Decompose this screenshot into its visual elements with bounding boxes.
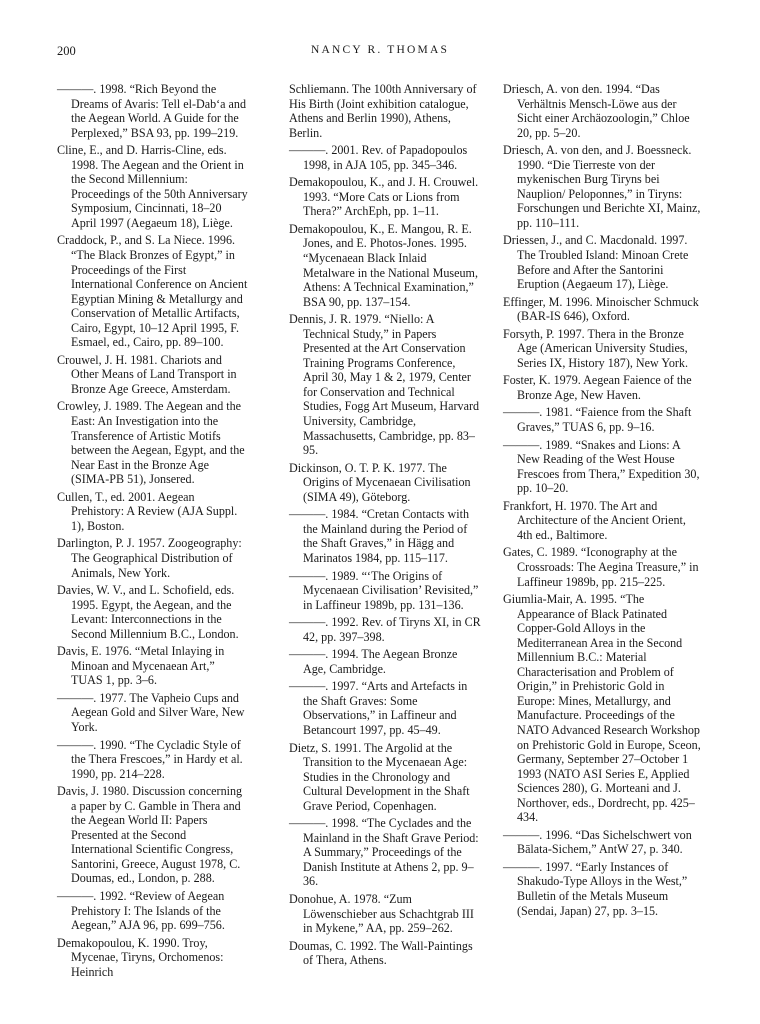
bibliography-entry: Davis, J. 1980. Discussion concerning a paper by C. Gamble in Thera and the Aegean World II: Papers Presented at the Second International Scientific Congress, Santorini, Greece, August 1978, C. Doumas, ed., London, p. 288.: [57, 784, 243, 886]
bibliography-column-3: [503, 82, 703, 921]
bibliography-entry: ———. 1990. “The Cycladic Style of the Thera Frescoes,” in Hardy et al. 1990, pp. 214–228.: [57, 737, 243, 781]
bibliography-entry: Driesch, A. von den. 1994. “Das Verhältnis Mensch-Löwe aus der Sicht einer Archäozoologin,” Chloe 20, pp. 5–20.: [503, 82, 690, 140]
bibliography-entry: Crowley, J. 1989. The Aegean and the East: An Investigation into the Transference of Artistic Motifs between the Aegean, Egypt, and the Near East in the Bronze Age (SIMA-PB 51), Jonsered.: [57, 399, 245, 487]
bibliography-entry: Dietz, S. 1991. The Argolid at the Transition to the Mycenaean Age: Studies in the Chronology and Cultural Development in the Shaft Grave Period, Copenhagen.: [289, 740, 470, 813]
bibliography-entry: Davies, W. V., and L. Schofield, eds. 1995. Egypt, the Aegean, and the Levant: Interconnections in the Second Millennium B.C., London.: [57, 583, 239, 641]
bibliography-entry: ———. 1992. Rev. of Tiryns XI, in CR 42, pp. 397–398.: [289, 615, 481, 644]
bibliography-entry: Effinger, M. 1996. Minoischer Schmuck (BAR-IS 646), Oxford.: [503, 294, 699, 324]
bibliography-entry: Frankfort, H. 1970. The Art and Architecture of the Ancient Orient, 4th ed., Baltimore.: [503, 498, 686, 542]
bibliography-column-1: [57, 82, 249, 982]
bibliography-entry: ———. 1992. “Review of Aegean Prehistory I: The Islands of the Aegean,” AJA 96, pp. 699–756.: [57, 888, 225, 933]
bibliography-entry: Dickinson, O. T. P. K. 1977. The Origins of Mycenaean Civilisation (SIMA 49), Göteborg.: [289, 460, 471, 504]
bibliography-entry: Davis, E. 1976. “Metal Inlaying in Minoan and Mycenaean Art,” TUAS 1, pp. 3–6.: [57, 644, 225, 688]
bibliography-entry: Demakopoulou, K., E. Mangou, R. E. Jones, and E. Photos-Jones. 1995. “Mycenaean Black Inlaid Metalware in the National Museum, Athens: A Technical Examination,” BSA 90, pp. 137–154.: [289, 221, 478, 309]
bibliography-entry: ———. 1989. “Snakes and Lions: A New Reading of the West House Frescoes from Thera,” Expedition 30, pp. 10–20.: [503, 437, 700, 496]
bibliography-entry: ———. 1998. “The Cyclades and the Mainland in the Shaft Grave Period: A Summary,” Proceedings of the Danish Institute at Athens 2, pp. 9–36.: [289, 816, 479, 889]
bibliography-column-2: [289, 82, 481, 971]
bibliography-entry: Demakopoulou, K., and J. H. Crouwel. 1993. “More Cats or Lions from Thera?” ArchEph, pp. 1–11.: [289, 175, 479, 219]
bibliography-entry: Cline, E., and D. Harris-Cline, eds. 1998. The Aegean and the Orient in the Second Millennium: Proceedings of the 50th Anniversary Symposium, Cincinnati, 18–20 April 1997 (Aegaeum 18), Liège.: [57, 143, 248, 230]
bibliography-entry: ———. 2001. Rev. of Papadopoulos 1998, in AJA 105, pp. 345–346.: [289, 143, 468, 172]
bibliography-entry: Schliemann. The 100th Anniversary of His Birth (Joint exhibition catalogue, Athens and Berlin 1990), Athens, Berlin.: [289, 82, 477, 140]
bibliography-entry: ———. 1989. “‘The Origins of Mycenaean Civilisation’ Revisited,” in Laffineur 1989b, pp. 131–136.: [289, 568, 479, 612]
bibliography-entry: Forsyth, P. 1997. Thera in the Bronze Age (American University Studies, Series IX, History 187), New York.: [503, 326, 688, 370]
bibliography-entry: Darlington, P. J. 1957. Zoogeography: The Geographical Distribution of Animals, New York.: [57, 536, 242, 580]
bibliography-entry: Giumlia-Mair, A. 1995. “The Appearance of Black Patinated Copper-Gold Alloys in the Mediterranean Area in the Second Millennium B.C.: Material Characterisation and Problem of Origin,” in Prehistoric Gold in Europe: Mines, Metallurgy, and Manufacture. Proceedings of the NATO Advanced Research Workshop on Prehistoric Gold in Europe, Sceon, Germany, September 27–October 1 1993 (NATO ASI Series E, Applied Sciences 280), G. Morteani and J. Northover, eds., Dordrecht, pp. 425–434.: [503, 592, 701, 825]
bibliography-entry: Dennis, J. R. 1979. “Niello: A Technical Study,” in Papers Presented at the Art Conservation Training Programs Conference, April 30, May 1 & 2, 1979, Center for Conservation and Technical Studies, Fogg Art Museum, Harvard University, Cambridge, Massachusetts, Cambridge, pp. 83–95.: [289, 312, 480, 458]
bibliography-entry: ———. 1977. The Vapheio Cups and Aegean Gold and Silver Ware, New York.: [57, 690, 245, 734]
bibliography-entry: ———. 1994. The Aegean Bronze Age, Cambridge.: [289, 647, 458, 676]
bibliography-entry: Donohue, A. 1978. “Zum Löwenschieber aus Schachtgrab III in Mykene,” AA, pp. 259–262.: [289, 891, 474, 936]
bibliography-entry: Demakopoulou, K. 1990. Troy, Mycenae, Tiryns, Orchomenos: Heinrich: [57, 935, 224, 979]
running-head: NANCY R. THOMAS: [310, 44, 450, 56]
bibliography-entry: ———. 1997. “Arts and Artefacts in the Shaft Graves: Some Observations,” in Laffineur and Betancourt 1997, pp. 45–49.: [289, 679, 468, 737]
bibliography-entry: Cullen, T., ed. 2001. Aegean Prehistory: A Review (AJA Suppl. 1), Boston.: [57, 489, 238, 533]
bibliography-entry: Crouwel, J. H. 1981. Chariots and Other Means of Land Transport in Bronze Age Greece, Amsterdam.: [57, 352, 237, 396]
bibliography-entry: Craddock, P., and S. La Niece. 1996. “The Black Bronzes of Egypt,” in Proceedings of the First International Conference on Ancient Egyptian Mining & Metallurgy and Conservation of Metallic Artifacts, Cairo, Egypt, 10–12 April 1995, F. Esmael, ed., Cairo, pp. 89–100.: [57, 233, 248, 350]
bibliography-entry: Driessen, J., and C. Macdonald. 1997. The Troubled Island: Minoan Crete Before and After the Santorini Eruption (Aegaeum 17), Liège.: [503, 233, 689, 292]
bibliography-entry: ———. 1984. “Cretan Contacts with the Mainland during the Period of the Shaft Graves,” in Hägg and Marinatos 1984, pp. 115–117.: [289, 507, 470, 565]
bibliography-entry: Foster, K. 1979. Aegean Faience of the Bronze Age, New Haven.: [503, 373, 692, 402]
bibliography-entry: Driesch, A. von den, and J. Boessneck. 1990. “Die Tierreste von der mykenischen Burg Tiryns bei Nauplion/ Peloponnes,” in Tiryns: Forschungen und Berichte XI, Mainz, pp. 110–111.: [503, 143, 701, 230]
bibliography-entry: ———. 1981. “Faience from the Shaft Graves,” TUAS 6, pp. 9–16.: [503, 405, 692, 435]
bibliography-entry: ———. 1998. “Rich Beyond the Dreams of Avaris: Tell el-Dab‘a and the Aegean World. A Guide for the Perplexed,” BSA 93, pp. 199–219.: [57, 82, 247, 140]
bibliography-entry: Gates, C. 1989. “Iconography at the Crossroads: The Aegina Treasure,” in Laffineur 1989b, pp. 215–225.: [503, 545, 699, 589]
bibliography-entry: ———. 1996. “Das Sichelschwert von Bālata-Sichem,” AntW 27, p. 340.: [503, 827, 692, 857]
bibliography-entry: ———. 1997. “Early Instances of Shakudo-Type Alloys in the West,” Bulletin of the Metals Museum (Sendai, Japan) 27, pp. 3–15.: [503, 859, 688, 918]
page-number: 200: [57, 44, 76, 58]
bibliography-entry: Doumas, C. 1992. The Wall-Paintings of Thera, Athens.: [289, 938, 473, 968]
